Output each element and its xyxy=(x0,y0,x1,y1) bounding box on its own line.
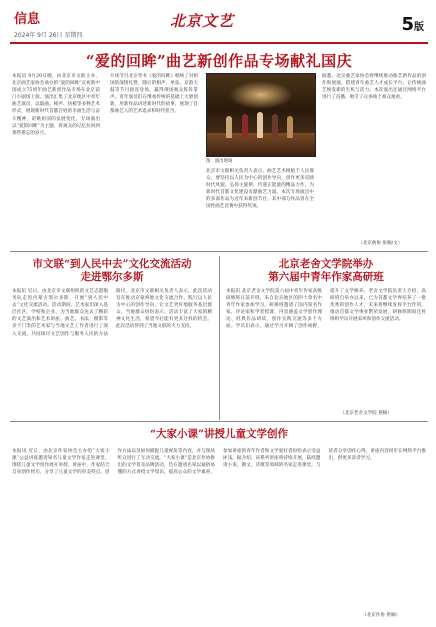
article-1-body: 本报讯 近日，由北京市文联组织的文艺志愿服务队走进内蒙古鄂尔多斯，开展“到人民中去”文化交流活动。活动期间，艺术家们深入基层社区、学校和企业，为当地群众送去了精彩的文艺演出和艺术讲座。曲艺、书法、摄影等多个门类的艺术家与当地文艺工作者进行了深入交流，共同探讨文艺创作与服务人民的方法路径。北京市文联相关负责人表示，此次活动旨在推动京蒙两地文化交流合作，践行以人民为中心的创作导向，让文艺更好地服务基层群众。当地群众纷纷表示，活动丰富了大家的精神文化生活，希望今后能有更多这样的机会。此次活动得到了当地文联的大力支持。 xyxy=(12,289,212,337)
page-number-value: 5 xyxy=(401,14,414,35)
article-1-headline xyxy=(12,258,212,284)
article-1-headline-line-2: 走进鄂尔多斯 xyxy=(80,271,144,283)
stage-image xyxy=(207,74,315,156)
column-divider xyxy=(219,256,220,420)
page-number-suffix: 版 xyxy=(414,22,424,33)
section-divider-2 xyxy=(10,421,428,422)
section-divider xyxy=(10,251,428,252)
newspaper-name: 北京文艺 xyxy=(170,12,235,30)
masthead xyxy=(10,4,428,44)
article-2-byline: （北京老舍文学院 供稿） xyxy=(340,411,392,416)
issue-date: 2024年 9月 26日 星期四 xyxy=(14,32,83,39)
section-label: 信息 xyxy=(14,12,41,27)
article-3-byline: （北京作协 供稿） xyxy=(362,613,401,618)
lead-headline: “爱的回眸”曲艺新创作品专场献礼国庆 xyxy=(85,52,353,70)
article-1-headline-line-1: 市文联“到人民中去”文化交流活动 xyxy=(32,258,192,270)
lead-column-4: 据悉，北京曲艺家协会将继续推动曲艺新作品的创作和展演，搭建青年曲艺人才成长平台，让传统曲艺焕发新的生机与活力。本次演出还通过网络平台进行了直播，吸引了众多线上观众观看。 xyxy=(322,74,426,101)
photo-caption: 图：演出现场 xyxy=(206,159,233,164)
article-2-headline-line-2: 第六届中青年作家高研班 xyxy=(268,271,384,283)
article-2-body: 本报讯 北京老舍文学院第六届中青年作家高级研修班日前开班，来自北京地区的四十余名中青年作家参加学习。研修班邀请了国内知名作家、评论家和学者授课，内容涵盖文学创作理论、经典作品研读、创作实践交流等多个方面。学员们表示，通过学习开阔了创作视野，提升了文学修养。老舍文学院负责人介绍，高研班自举办以来，已为首都文学界培养了一批优秀的创作人才，未来将继续发挥平台作用，推动首都文学事业繁荣发展。研修班期间还将组织学员开展采风和创作交流活动。 xyxy=(226,289,426,330)
article-2-headline-line-1: 北京老舍文学院举办 xyxy=(278,258,374,270)
lead-byline: （北京曲协 张楠/文） xyxy=(358,241,403,246)
article-3-headline: “大家小课”讲授儿童文学创作 xyxy=(149,428,289,440)
page-number xyxy=(401,14,424,35)
lead-column-1: 本报讯 9月20日晚，由北京市文联主办、北京曲艺家协会承办的“爱的回眸”庆祝新中国成立75周年曲艺新创作品专场在北京前门小剧场上演。演出汇集了北京地区中青年曲艺演员，以鼓曲、相声、快板等多种艺术形式，展现新时代首都百姓的幸福生活与奋斗精神，讴歌祖国的发展变化。专场演出以“爱的回眸”为主题，将观众的记忆拉回到那些难忘的岁月。 xyxy=(12,74,100,136)
performance-photo xyxy=(206,73,316,157)
article-3-body: 本报讯 近日，由北京作家协会主办的“大家小课”公益讲座邀请知名儿童文学作家走进课堂，围绕儿童文学创作展开讲授。讲座中，作家结合自身创作经历，分享了儿童文学的审美特点、创作方法以及如何捕捉儿童视角等内容，并与现场听众进行了互动交流。“大家小课”是北京作协推出的文学普及品牌活动，旨在邀请名家以通俗易懂的方式讲授文学知识，提高公众的文学素养。参加讲座的青年作者和文学爱好者纷纷表示受益匪浅。据介绍，该系列讲座将持续开展，陆续邀请小说、散文、诗歌等领域的名家走进课堂，与读者分享创作心得。讲座内容同步在网络平台推出，供更多读者学习。 xyxy=(12,449,426,476)
article-2-headline xyxy=(226,258,426,284)
masthead-rule xyxy=(10,42,428,44)
lead-column-3: 北京市文联相关负责人表示，曲艺艺术根植于人民群众，要坚持以人民为中心的创作导向，创作更多反映时代风貌、弘扬主旋律、传递正能量的精品力作，为新时代首都文化建设贡献曲艺力量。本次专场演出中的多部作品为近年来新创节目，其中部分作品曾在全国性曲艺比赛中获得奖项。 xyxy=(206,169,314,210)
lead-column-2: 开场节目北京琴书《爱的回眸》唱响了对祖国的深情礼赞，随后的相声、单弦、京韵大鼓等节目接连登场，赢得现场观众阵阵掌声。青年演员们在继承传统的基础上大胆创新，用新作品讲述新时代的故事，展现了首都曲艺人的艺术追求和时代担当。 xyxy=(110,74,198,115)
